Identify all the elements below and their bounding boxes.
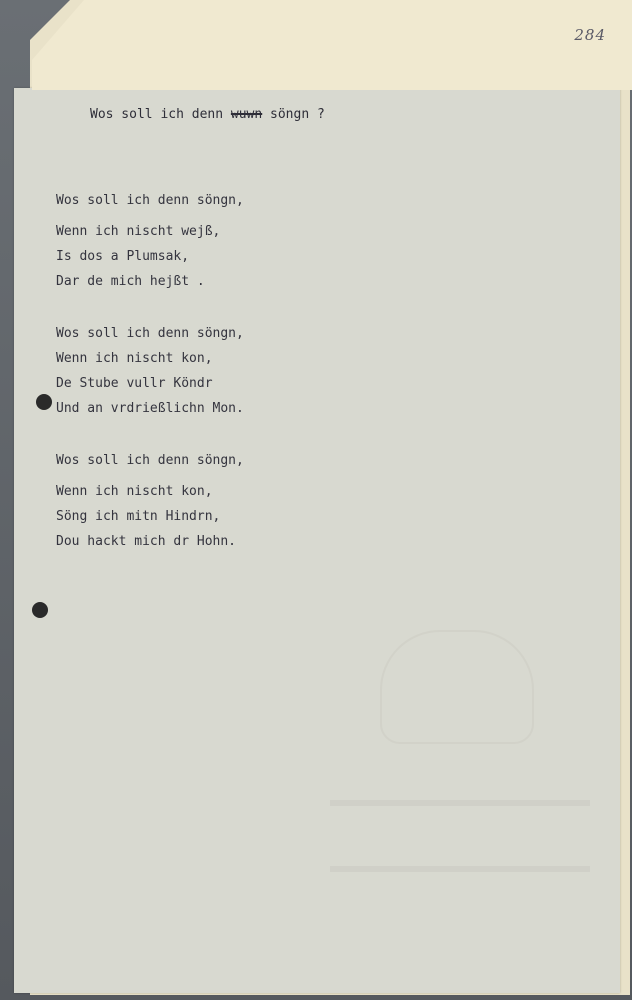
- stanza-3-line-3: Söng ich mitn Hindrn,: [56, 509, 221, 524]
- stanza-3-line-1: Wos soll ich denn söngn,: [56, 453, 244, 468]
- title-struck-word: wuwn: [230, 107, 263, 122]
- stanza-2: [56, 321, 244, 421]
- stanza-1-line-4: Dar de mich hejßt .: [56, 274, 205, 289]
- stanza-1-line-3: Is dos a Plumsak,: [56, 249, 190, 264]
- stanza-2-line-1: Wos soll ich denn söngn,: [56, 326, 244, 341]
- title-part-1: Wos soll ich denn: [90, 107, 231, 122]
- crown-watermark: [380, 630, 534, 744]
- top-paper-band: [14, 0, 632, 90]
- stanza-2-line-2: Wenn ich nischt kon,: [56, 351, 213, 366]
- stanza-1: [56, 188, 244, 294]
- text-watermark: [330, 800, 590, 872]
- page-number: 284: [574, 26, 606, 44]
- stanza-3-line-2: Wenn ich nischt kon,: [56, 484, 213, 499]
- stanza-3-line-4: Dou hackt mich dr Hohn.: [56, 534, 237, 549]
- title-part-2: söngn ?: [262, 107, 325, 122]
- punch-hole-upper: [36, 394, 52, 410]
- stanza-3: [56, 448, 244, 554]
- punch-hole-lower: [32, 602, 48, 618]
- stanza-2-line-3: De Stube vullr Köndr: [56, 376, 213, 391]
- stanza-1-line-1: Wos soll ich denn söngn,: [56, 193, 244, 208]
- stanza-1-line-2: Wenn ich nischt wejß,: [56, 224, 221, 239]
- stanza-2-line-4: Und an vrdrießlichn Mon.: [56, 401, 244, 416]
- poem-title: [90, 107, 325, 122]
